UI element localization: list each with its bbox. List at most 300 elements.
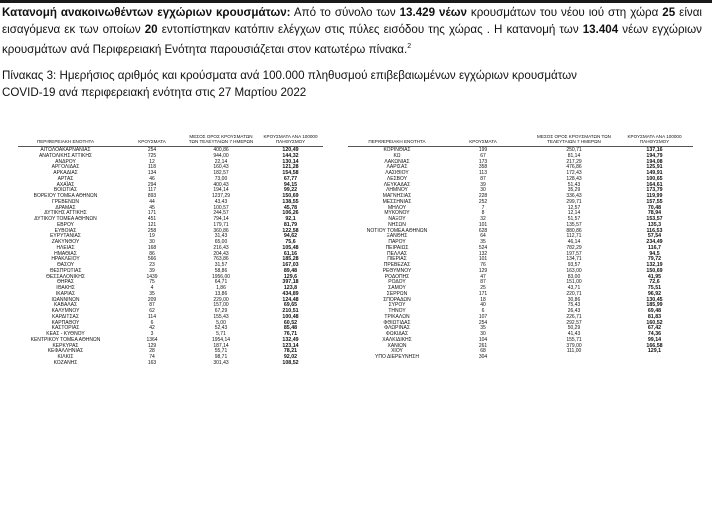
region-cell: ΕΥΒΟΙΑΣ: [54, 227, 77, 234]
cases-cell: 67: [480, 152, 486, 159]
per-100k-cell: 194,08: [646, 158, 663, 165]
region-cell: ΖΑΚΥΝΘΟΥ: [51, 239, 80, 245]
region-cell: ΠΑΡΟΥ: [388, 239, 406, 245]
cases-cell: 254: [147, 147, 157, 153]
region-cell: ΦΛΩΡΙΝΑΣ: [384, 325, 410, 332]
intro-text: Από το σύνολο των: [290, 6, 400, 19]
region-cell: ΚΑΛΥΜΝΟΥ: [51, 308, 80, 314]
cases-cell: 12: [149, 158, 155, 165]
cases-cell: 30: [480, 187, 486, 194]
per-100k-cell: 164,61: [646, 181, 663, 188]
region-cell: ΙΚΑΡΙΑΣ: [55, 290, 76, 297]
top-rule: [0, 0, 712, 3]
per-100k-cell: 120,49: [282, 147, 299, 153]
per-100k-cell: 149,91: [646, 170, 663, 176]
per-100k-cell: 67,77: [283, 175, 298, 182]
cases-cell: 87: [480, 279, 486, 286]
per-100k-cell: 166,58: [646, 342, 663, 349]
per-100k-cell: 167,03: [282, 262, 299, 268]
per-100k-cell: 397,18: [282, 279, 299, 286]
cases-cell: 118: [148, 164, 156, 171]
region-cell: ΦΘΙΩΤΙΔΑΣ: [383, 319, 411, 326]
intro-text: νέων εγχώριων κρουσμάτων ανά Περιφερειακή Ενότητα παρουσιάζεται στον κατωτέρω πίνακα.: [2, 23, 702, 56]
cases-cell: 254: [478, 319, 488, 326]
region-cell: ΙΩΑΝΝΙΝΩΝ: [51, 296, 80, 303]
average-cell: 55,71: [214, 348, 228, 355]
average-cell: 51,57: [567, 216, 581, 222]
average-cell: 98,71: [214, 354, 228, 360]
region-cell: ΣΠΟΡΑΔΩΝ: [383, 296, 411, 303]
intro-text: εντοπίστηκαν κατόπιν ελέγχων στις πύλες εισόδου της χώρας . Η κατανομή των: [157, 23, 583, 36]
region-cell: ΚΑΡΔΙΤΣΑΣ: [52, 313, 79, 320]
region-cell: ΑΡΓΟΛΙΔΑΣ: [51, 164, 80, 171]
average-cell: 476,86: [566, 164, 582, 171]
per-100k-cell: 72,6: [649, 279, 660, 286]
header-per-100k: ΚΡΟΥΣΜΑΤΑ ΑΝΑ 100000 ΠΛΗΘΥΣΜΟΥ: [627, 134, 682, 145]
cases-cell: 45: [149, 204, 155, 211]
per-100k-cell: 119,99: [646, 193, 663, 199]
average-cell: 1,86: [216, 285, 226, 291]
average-cell: 58,86: [214, 267, 228, 274]
header-cases: ΚΡΟΥΣΜΑΤΑ: [138, 139, 166, 145]
cases-cell: 628: [478, 227, 488, 234]
cases-table-left: [18, 133, 323, 493]
cases-cell: 75: [149, 279, 155, 286]
average-cell: 250,71: [566, 147, 582, 153]
region-cell: ΔΥΤΙΚΗΣ ΑΤΤΙΚΗΣ: [44, 210, 87, 217]
average-cell: 5,00: [216, 319, 226, 326]
average-cell: 160,43: [213, 164, 229, 171]
average-cell: 22,14: [214, 158, 228, 165]
per-100k-cell: 81,83: [647, 313, 662, 320]
intro-imported-cases: 25: [662, 6, 676, 19]
average-cell: 46,14: [567, 239, 581, 245]
average-cell: 31,57: [214, 262, 228, 268]
average-cell: 128,43: [566, 175, 582, 182]
cases-cell: 19: [149, 233, 155, 240]
table-body: [18, 148, 323, 367]
per-100k-cell: 116,53: [646, 227, 663, 234]
per-100k-cell: 122,58: [282, 227, 299, 234]
region-cell: ΠΙΕΡΙΑΣ: [387, 256, 407, 263]
average-cell: 400,43: [213, 181, 229, 188]
table-header: [348, 133, 693, 145]
average-cell: 64,71: [214, 279, 228, 286]
region-cell: ΚΕΦΑΛΛΗΝΙΑΣ: [47, 348, 84, 355]
average-cell: 187,14: [213, 342, 229, 349]
per-100k-cell: 76,71: [283, 331, 298, 337]
header-average: ΜΕΣΟΣ ΟΡΟΣ ΚΡΟΥΣΜΑΤΩΝ ΤΩΝ ΤΕΛΕΥΤΑΙΩΝ 7 ΗΜΕΡΩΝ: [188, 134, 254, 145]
cases-cell: 42: [149, 325, 155, 332]
average-cell: 782,29: [566, 244, 582, 251]
average-cell: 134,71: [566, 256, 582, 263]
average-cell: 1954,14: [211, 336, 231, 343]
average-cell: 75,43: [567, 302, 581, 309]
per-100k-cell: 94,5: [649, 250, 660, 257]
cases-cell: 107: [478, 313, 488, 320]
per-100k-cell: 100,65: [646, 175, 663, 182]
average-cell: 229,00: [213, 296, 229, 303]
average-cell: 880,86: [566, 227, 582, 234]
cases-cell: 129: [478, 267, 488, 274]
average-cell: 5,71: [216, 331, 226, 337]
average-cell: 112,71: [566, 233, 582, 240]
region-cell: ΝΑΞΟΥ: [388, 216, 406, 222]
cases-cell: 28: [149, 348, 155, 355]
per-100k-cell: 138,55: [282, 198, 299, 205]
cases-cell: 46: [149, 175, 155, 182]
average-cell: 50,29: [567, 325, 581, 332]
cases-cell: 168: [147, 244, 157, 251]
region-cell: ΘΕΣΣΑΛΟΝΙΚΗΣ: [46, 273, 85, 280]
cases-cell: 47: [480, 273, 486, 280]
per-100k-cell: 210,51: [282, 308, 299, 314]
cases-cell: 86: [149, 250, 155, 257]
region-cell: ΚΕΡΚΥΡΑΣ: [52, 342, 79, 349]
per-100k-cell: 173,79: [646, 187, 663, 194]
per-100k-cell: 75,6: [285, 239, 296, 245]
cases-cell: 132: [478, 250, 488, 257]
region-cell: ΦΩΚΙΔΑΣ: [385, 331, 409, 337]
region-cell: ΚΕΑΣ - ΚΥΘΝΟΥ: [46, 331, 85, 337]
cases-cell: 893: [147, 193, 157, 199]
table-header: [18, 133, 323, 145]
per-100k-cell: 234,49: [646, 239, 663, 245]
region-cell: ΛΕΥΚΑΔΑΣ: [383, 181, 411, 188]
region-cell: ΜΕΣΣΗΝΙΑΣ: [382, 198, 412, 205]
region-cell: ΠΡΕΒΕΖΑΣ: [383, 262, 411, 268]
average-cell: 179,71: [213, 221, 229, 228]
region-cell: ΜΑΓΝΗΣΙΑΣ: [382, 193, 412, 199]
cases-cell: 171: [147, 210, 157, 217]
header-region: ΠΕΡΙΦΕΡΕΙΑΚΗ ΕΝΟΤΗΤΑ: [36, 139, 95, 145]
intro-heading: Κατανομή ανακοινωθέντων εγχώριων κρουσμάτων:: [2, 6, 291, 19]
region-cell: ΛΑΡΙΣΑΣ: [386, 164, 408, 171]
average-cell: 299,71: [566, 198, 582, 205]
per-100k-cell: 81,79: [283, 221, 298, 228]
per-100k-cell: 130,14: [282, 158, 299, 165]
per-100k-cell: 160,52: [646, 319, 663, 326]
cases-cell: 129: [147, 342, 157, 349]
cases-cell: 39: [480, 181, 486, 188]
average-cell: 83,00: [567, 273, 581, 280]
average-cell: 12,57: [567, 204, 581, 211]
cases-cell: 3: [150, 331, 154, 337]
cases-cell: 23: [149, 262, 155, 268]
cases-cell: 30: [149, 239, 155, 245]
region-cell: ΕΒΡΟΥ: [56, 221, 75, 228]
header-per-100k: ΚΡΟΥΣΜΑΤΑ ΑΝΑ 100000 ΠΛΗΘΥΣΜΟΥ: [263, 134, 318, 145]
average-cell: 220,71: [566, 290, 582, 297]
cases-cell: 6: [150, 319, 154, 326]
per-100k-cell: 99,14: [647, 336, 662, 343]
average-cell: 12,14: [567, 210, 581, 217]
per-100k-cell: 78,94: [647, 210, 662, 217]
average-cell: 100,57: [213, 204, 229, 211]
cases-cell: 4: [150, 285, 154, 291]
region-cell: ΓΡΕΒΕΝΩΝ: [51, 198, 80, 205]
region-cell: ΠΕΙΡΑΙΩΣ: [385, 244, 409, 251]
average-cell: 111,00: [566, 348, 582, 355]
per-100k-cell: 57,54: [647, 233, 662, 240]
table-row: [348, 355, 693, 361]
cases-cell: 32: [480, 216, 486, 222]
per-100k-cell: 106,26: [282, 210, 299, 217]
header-region: ΠΕΡΙΦΕΡΕΙΑΚΗ ΕΝΟΤΗΤΑ: [368, 139, 426, 145]
cases-cell: 228: [478, 193, 488, 199]
per-100k-cell: 105,48: [282, 244, 299, 251]
cases-cell: 1439: [146, 273, 158, 280]
cases-cell: 68: [480, 348, 486, 355]
region-cell: ΑΡΚΑΔΙΑΣ: [53, 170, 78, 176]
region-cell: ΚΙΛΚΙΣ: [57, 354, 74, 360]
per-100k-cell: 185,28: [282, 256, 299, 263]
intro-text: είναι εισαγόμενα εκ των οποίων: [2, 6, 702, 36]
per-100k-cell: 69,65: [283, 302, 298, 309]
cases-cell: 76: [480, 262, 486, 268]
cases-cell: 163: [147, 359, 157, 366]
cases-cell: 30: [480, 331, 486, 337]
per-100k-cell: 41,95: [647, 273, 662, 280]
average-cell: 155,71: [566, 336, 582, 343]
region-cell: ΤΗΝΟΥ: [388, 308, 406, 314]
intro-border-cases: 20: [144, 23, 158, 36]
average-cell: 336,43: [566, 193, 582, 199]
region-cell: ΚΑΡΠΑΘΟΥ: [51, 319, 80, 326]
cases-cell: 6: [481, 308, 485, 314]
per-100k-cell: 125,91: [646, 164, 663, 171]
average-cell: 226,71: [566, 313, 582, 320]
region-cell: ΧΑΝΙΩΝ: [387, 342, 407, 349]
per-100k-cell: 92,02: [283, 354, 298, 360]
cases-cell: 173: [478, 158, 488, 165]
cases-cell: 114: [148, 313, 156, 320]
cases-cell: 566: [147, 256, 157, 263]
cases-cell: 451: [147, 216, 157, 222]
region-cell: ΔΡΑΜΑΣ: [55, 204, 76, 211]
per-100k-cell: 45,78: [283, 204, 298, 211]
region-cell: ΣΑΜΟΥ: [388, 285, 406, 291]
average-cell: 67,29: [214, 308, 228, 314]
region-cell: ΤΡΙΚΑΛΩΝ: [384, 313, 410, 320]
region-cell: ΚΩ: [393, 152, 401, 159]
average-cell: 26,43: [567, 308, 581, 314]
region-cell: ΛΑΣΙΘΙΟΥ: [385, 170, 409, 176]
cases-cell: 35: [149, 290, 155, 297]
average-cell: 43,71: [567, 285, 581, 291]
per-100k-cell: 135,3: [647, 221, 662, 228]
region-cell: ΑΡΤΑΣ: [57, 175, 74, 182]
cases-cell: 25: [480, 285, 486, 291]
cases-cell: 134: [147, 170, 157, 176]
cases-cell: 104: [478, 336, 488, 343]
average-cell: 65,00: [214, 239, 228, 245]
region-cell: ΡΟΔΟΥ: [388, 279, 406, 286]
per-100k-cell: 96,92: [647, 290, 662, 297]
region-cell: ΗΜΑΘΙΑΣ: [54, 250, 77, 257]
region-cell: ΝΗΣΩΝ: [388, 221, 406, 228]
region-cell: ΚΟΡΙΝΘΙΑΣ: [383, 147, 411, 153]
region-cell: ΚΕΝΤΡΙΚΟΥ ΤΟΜΕΑ ΑΘΗΝΩΝ: [30, 336, 101, 343]
per-100k-cell: 137,16: [646, 147, 663, 153]
header-average: ΜΕΣΟΣ ΟΡΟΣ ΚΡΟΥΣΜΑΤΩΝ ΤΩΝ ΤΕΛΕΥΤΑΙΩΝ 7 ΗΜΕΡΩΝ: [537, 134, 611, 145]
caption-line-1: Πίνακας 3: Ημερήσιος αριθμός και κρούσματα ανά 100.000 πληθυσμού επιβεβαιωμένων εγχώριων κρουσμάτων: [2, 69, 577, 82]
average-cell: 244,57: [213, 210, 229, 217]
average-cell: 763,86: [213, 256, 229, 263]
per-100k-cell: 78,21: [283, 348, 298, 355]
per-100k-cell: 157,55: [646, 198, 663, 205]
per-100k-cell: 194,79: [646, 152, 663, 159]
cases-cell: 7: [481, 204, 485, 211]
per-100k-cell: 132,49: [282, 336, 299, 343]
region-cell: ΠΕΛΛΑΣ: [386, 250, 408, 257]
region-cell: ΣΥΡΟΥ: [388, 302, 406, 309]
intro-paragraph: [2, 4, 702, 58]
per-100k-cell: 85,48: [283, 325, 298, 332]
region-cell: ΡΟΔΟΠΗΣ: [384, 273, 410, 280]
region-cell: ΙΘΑΚΗΣ: [56, 285, 75, 291]
region-cell: ΛΑΚΩΝΙΑΣ: [384, 158, 410, 165]
cases-cell: 87: [149, 302, 155, 309]
per-100k-cell: 123,8: [283, 285, 298, 291]
average-cell: 31,43: [214, 233, 228, 240]
per-100k-cell: 89,48: [283, 267, 298, 274]
per-100k-cell: 153,57: [646, 216, 663, 222]
region-cell: ΛΕΣΒΟΥ: [386, 175, 408, 182]
cases-cell: 261: [478, 342, 488, 349]
average-cell: 379,00: [566, 342, 582, 349]
cases-cell: 62: [149, 308, 155, 314]
region-cell: ΜΥΚΟΝΟΥ: [384, 210, 410, 217]
intro-text: κρουσμάτων του νέου ιού στη χώρα: [466, 6, 663, 19]
table-body: [348, 148, 693, 361]
region-cell: ΥΠΟ ΔΙΕΡΕΥΝΗΣΗ: [375, 354, 419, 360]
per-100k-cell: 150,69: [646, 267, 663, 274]
average-cell: 172,43: [566, 170, 582, 176]
footnote-marker: 2: [407, 43, 412, 50]
per-100k-cell: 132,19: [646, 262, 663, 268]
cases-cell: 117: [148, 187, 156, 194]
average-cell: 52,43: [214, 325, 228, 332]
region-cell: ΑΧΑΪΑΣ: [56, 181, 75, 188]
table-caption: [2, 67, 702, 101]
cases-cell: 199: [478, 147, 488, 153]
cases-cell: 1364: [146, 336, 158, 343]
region-cell: ΑΝΔΡΟΥ: [55, 158, 76, 165]
average-cell: 292,57: [566, 319, 582, 326]
region-cell: ΝΟΤΙΟΥ ΤΟΜΕΑ ΑΘΗΝΩΝ: [366, 227, 428, 234]
average-cell: 1237,29: [211, 193, 231, 199]
per-100k-cell: 67,42: [647, 325, 662, 332]
average-cell: 157,00: [213, 302, 229, 309]
cases-cell: 113: [479, 170, 487, 176]
cases-cell: 44: [149, 198, 155, 205]
per-100k-cell: 100,48: [282, 313, 299, 320]
average-cell: 163,00: [566, 267, 582, 274]
per-100k-cell: 434,89: [282, 290, 299, 297]
cases-cell: 358: [478, 164, 488, 171]
region-cell: ΗΛΕΙΑΣ: [56, 244, 75, 251]
per-100k-cell: 99,22: [283, 187, 298, 194]
intro-total-cases: 13.429 νέων: [399, 6, 467, 19]
region-cell: ΚΑΒΑΛΑΣ: [53, 302, 78, 309]
average-cell: 794,14: [213, 216, 229, 222]
per-100k-cell: 60,52: [283, 319, 298, 326]
cases-cell: 39: [149, 267, 155, 274]
region-cell: ΞΑΝΘΗΣ: [386, 233, 408, 240]
average-cell: 1956,00: [211, 273, 231, 280]
cases-cell: 35: [480, 239, 486, 245]
per-100k-cell: 94,62: [283, 233, 298, 240]
cases-cell: 64: [480, 233, 486, 240]
per-100k-cell: 130,45: [646, 296, 663, 303]
average-cell: 81,14: [567, 152, 581, 159]
region-cell: ΘΑΣΟΥ: [56, 262, 75, 268]
cases-cell: 524: [478, 244, 488, 251]
cases-cell: 209: [147, 296, 157, 303]
region-cell: ΚΑΣΤΟΡΙΑΣ: [51, 325, 80, 332]
average-cell: 93,57: [567, 262, 581, 268]
per-100k-cell: 124,48: [282, 296, 299, 303]
region-cell: ΗΡΑΚΛΕΙΟΥ: [51, 256, 80, 263]
caption-line-2: COVID-19 ανά περιφερειακή ενότητα στις 27 Μαρτίου 2022: [2, 86, 307, 99]
region-cell: ΒΟΙΩΤΙΑΣ: [53, 187, 78, 194]
cases-cell: 252: [478, 198, 488, 205]
average-cell: 217,29: [566, 158, 582, 165]
average-cell: 151,00: [566, 279, 582, 286]
per-100k-cell: 129,6: [283, 273, 298, 280]
intro-domestic-cases: 13.404: [582, 23, 619, 36]
region-cell: ΧΑΛΚΙΔΙΚΗΣ: [382, 336, 412, 343]
average-cell: 73,00: [214, 175, 228, 182]
region-cell: ΑΙΤΩΛΟΑΚΑΡΝΑΝΙΑΣ: [40, 147, 91, 153]
per-100k-cell: 129,1: [647, 348, 662, 355]
average-cell: 197,57: [566, 250, 582, 257]
region-cell: ΘΗΡΑΣ: [57, 279, 74, 286]
cases-cell: 258: [147, 227, 157, 234]
cases-cell: 101: [478, 256, 488, 263]
per-100k-cell: 92,1: [285, 216, 296, 222]
cases-cell: 18: [480, 296, 486, 303]
region-cell: ΘΕΣΠΡΩΤΙΑΣ: [49, 267, 82, 274]
region-cell: ΛΗΜΝΟΥ: [386, 187, 408, 194]
region-cell: ΚΟΖΑΝΗΣ: [53, 359, 78, 366]
per-100k-cell: 74,36: [647, 331, 662, 337]
region-cell: ΕΥΡΥΤΑΝΙΑΣ: [50, 233, 81, 240]
cases-cell: 171: [478, 290, 488, 297]
average-cell: 41,43: [567, 331, 581, 337]
per-100k-cell: 150,69: [282, 193, 299, 199]
per-100k-cell: 94,15: [283, 181, 298, 188]
per-100k-cell: 79,72: [647, 256, 662, 263]
per-100k-cell: 116,7: [648, 244, 661, 251]
average-cell: 216,43: [213, 244, 229, 251]
cases-cell: 74: [149, 354, 155, 360]
cases-cell: 40: [480, 302, 486, 309]
region-cell: ΜΗΛΟΥ: [387, 204, 407, 211]
per-100k-cell: 121,28: [282, 164, 299, 171]
average-cell: 204,43: [213, 250, 229, 257]
per-100k-cell: 108,52: [282, 359, 299, 366]
region-cell: ΣΕΡΡΩΝ: [386, 290, 408, 297]
average-cell: 360,86: [213, 227, 229, 234]
average-cell: 944,00: [213, 152, 229, 159]
average-cell: 43,43: [214, 198, 228, 205]
header-cases: ΚΡΟΥΣΜΑΤΑ: [469, 139, 497, 145]
cases-cell: 8: [481, 210, 485, 217]
average-cell: 35,29: [567, 187, 581, 194]
region-cell: ΔΥΤΙΚΟΥ ΤΟΜΕΑ ΑΘΗΝΩΝ: [34, 216, 97, 222]
